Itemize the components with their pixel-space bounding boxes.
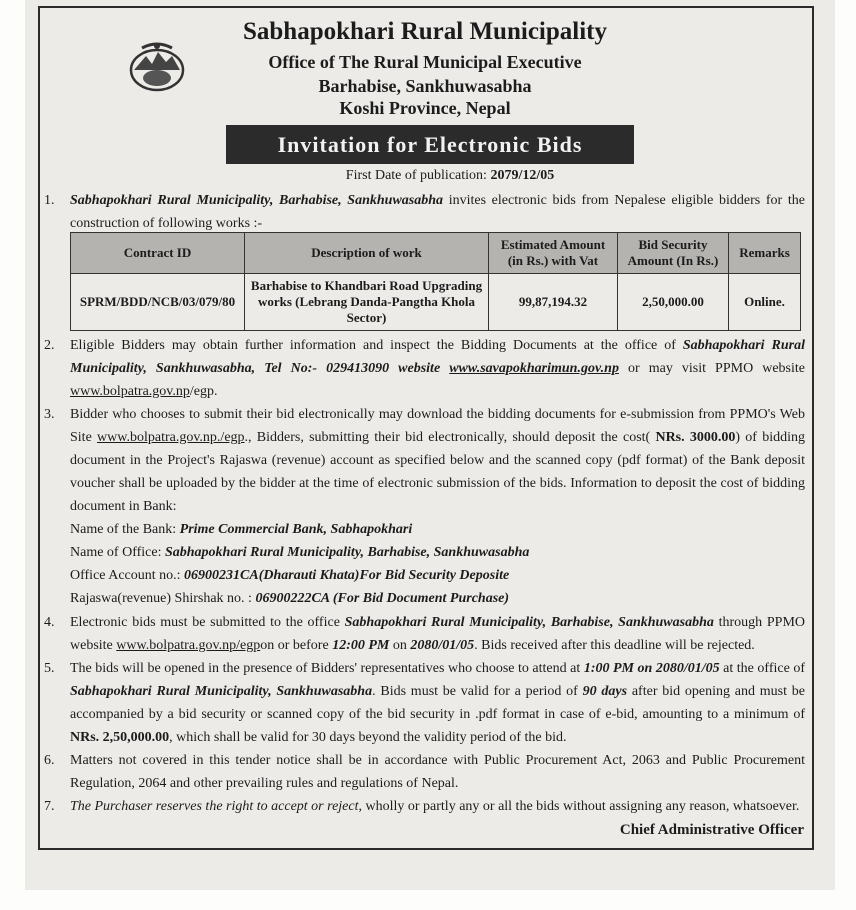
opening-time: 1:00 PM on 2080/01/05 xyxy=(583,661,720,676)
item-number: 1. xyxy=(44,193,55,208)
item-5 xyxy=(70,657,805,749)
column-header: Contract ID xyxy=(71,233,245,274)
validity-period: 90 days xyxy=(582,684,628,699)
account-line xyxy=(70,564,509,587)
office-name-line xyxy=(70,541,529,564)
work-description: Barhabise to Khandbari Road Upgrading works (Lebrang Danda-Pangtha Khola Sector) xyxy=(245,274,489,331)
nepal-emblem-icon xyxy=(128,40,186,92)
item-7 xyxy=(70,795,805,818)
table-row xyxy=(71,274,801,331)
municipality-name: Sabhapokhari Rural Municipality, Barhabise, Sankhuwasabha xyxy=(70,193,444,208)
table-header-row xyxy=(71,233,801,274)
contract-id: SPRM/BDD/NCB/03/079/80 xyxy=(71,274,245,331)
opening-office: Sabhapokhari Rural Municipality, Sankhuwasabha xyxy=(70,684,373,699)
item-4-text-3: on or before xyxy=(260,638,333,653)
column-header: Estimated Amount (in Rs.) with Vat xyxy=(489,233,618,274)
bid-security: 2,50,000.00 xyxy=(618,274,729,331)
deadline-time: 12:00 PM xyxy=(332,638,390,653)
location-title: Barhabise, Sankhuwasabha xyxy=(318,76,532,96)
bank-value: Prime Commercial Bank, Sabhapokhari xyxy=(179,522,413,537)
publication-date xyxy=(300,168,600,184)
item-5-text-2: at the office of xyxy=(719,661,805,676)
submission-office: Sabhapokhari Rural Municipality, Barhabise, Sankhuwasabha xyxy=(344,615,714,630)
item-5-text-5: , which shall be valid for 30 days beyond the validity period of the bid. xyxy=(169,730,567,745)
bid-table xyxy=(70,232,801,331)
egp-website-link[interactable]: www.bolpatra.gov.np./egp xyxy=(97,430,245,445)
signatory: Chief Administrative Officer xyxy=(619,822,804,838)
rajaswa-line xyxy=(70,587,509,610)
office-contact: Sabhapokhari Rural Municipality, Sankhuwasabha, Tel No:- 029413090 website xyxy=(70,338,805,376)
rajaswa-value: 06900222CA (For Bid Document Purchase) xyxy=(255,591,510,606)
item-2-text-2: or may visit PPMO website xyxy=(618,361,805,376)
account-value: 06900231CA(Dharauti Khata)For Bid Security Deposite xyxy=(184,568,510,583)
item-4-text-5: . Bids received after this deadline will be rejected. xyxy=(474,638,755,653)
publication-label: First Date of publication: xyxy=(345,168,487,183)
publication-date-value: 2079/12/05 xyxy=(490,168,555,183)
municipality-title: Sabhapokhari Rural Municipality xyxy=(243,18,607,45)
item-5-text: The bids will be opened in the presence of Bidders' representatives who choose to attend at xyxy=(70,661,584,676)
column-header: Bid Security Amount (In Rs.) xyxy=(618,233,729,274)
item-3 xyxy=(70,403,805,518)
bank-name-line xyxy=(70,518,412,541)
ppmo-website-link[interactable]: www.bolpatra.gov.np xyxy=(70,384,190,399)
submission-website-link[interactable]: www.bolpatra.gov.np/egp xyxy=(116,638,261,653)
item-5-text-4: after bid opening and must be accompanied by a bid security or scanned copy of the bid security in .pdf format in case of e-bid, amounting to a minimum of xyxy=(70,684,805,722)
column-header: Description of work xyxy=(245,233,489,274)
rajaswa-label: Rajaswa(revenue) Shirshak no. : xyxy=(70,591,256,606)
item-number: 2. xyxy=(44,338,55,353)
column-header: Remarks xyxy=(729,233,801,274)
item-1-text: invites electronic bids from Nepalese eligible bidders for the construction of following works :- xyxy=(70,193,805,231)
province-title: Koshi Province, Nepal xyxy=(339,98,511,118)
item-6: Matters not covered in this tender notice shall be in accordance with Public Procurement Act, 2063 and Public Procurement Regulation, 2064 and other prevailing rules and regulations of Nepal. xyxy=(70,753,805,791)
item-number: 6. xyxy=(44,753,55,768)
item-4-text: Electronic bids must be submitted to the office xyxy=(70,615,345,630)
office-value: Sabhapokhari Rural Municipality, Barhabise, Sankhuwasabha xyxy=(164,545,530,560)
item-number: 4. xyxy=(44,615,55,630)
item-2 xyxy=(70,334,805,403)
item-1 xyxy=(70,189,805,235)
item-number: 5. xyxy=(44,661,55,676)
item-4-text-4: on xyxy=(389,638,411,653)
item-4-text-2: through PPMO website xyxy=(70,615,806,653)
item-number: 3. xyxy=(44,407,55,422)
item-3-text: Bidder who chooses to submit their bid electronically may download the bidding documents for e-submission from PPMO's Web Site xyxy=(70,407,805,445)
office-title: Office of The Rural Municipal Executive xyxy=(268,52,582,72)
minimum-security: NRs. 2,50,000.00 xyxy=(70,730,170,745)
notice-banner: Invitation for Electronic Bids xyxy=(226,125,634,164)
document-cost: NRs. 3000.00 xyxy=(655,430,736,445)
remarks: Online. xyxy=(729,274,801,331)
item-7-text: , wholly or partly any or all the bids without assigning any reason, whatsoever. xyxy=(358,799,800,814)
municipality-website-link[interactable]: www.savapokharimun.gov.np xyxy=(449,361,619,376)
item-3-text-2: ., Bidders, submitting their bid electronically, should deposit the cost( xyxy=(244,430,656,445)
office-label: Name of Office: xyxy=(70,545,165,560)
item-4 xyxy=(70,611,805,657)
bank-label: Name of the Bank: xyxy=(70,522,180,537)
deadline-date: 2080/01/05 xyxy=(410,638,475,653)
account-label: Office Account no.: xyxy=(70,568,185,583)
item-number: 7. xyxy=(44,799,55,814)
reservation-clause: The Purchaser reserves the right to accept or reject xyxy=(70,799,359,814)
item-3-text-3: ) of bidding document in the Project's Rajaswa (revenue) account as specified below and the scanned copy (pdf format) of the Bank deposit voucher shall be uploaded by the bidder at the time of electronic submission of the bids. Information to deposit the cost of bidding document in Bank: xyxy=(70,430,806,514)
item-5-text-3: . Bids must be valid for a period of xyxy=(372,684,583,699)
estimated-amount: 99,87,194.32 xyxy=(489,274,618,331)
item-2-text-3: /egp. xyxy=(189,384,218,399)
item-2-text: Eligible Bidders may obtain further information and inspect the Bidding Documents at the office of xyxy=(70,338,683,353)
